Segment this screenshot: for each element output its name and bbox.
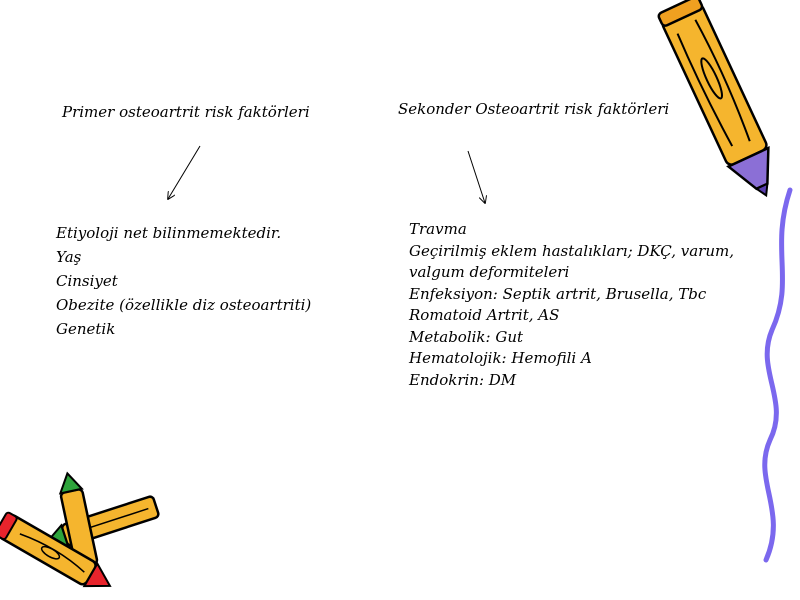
list-item: Cinsiyet	[56, 272, 118, 290]
list-item: Geçirilmiş eklem hastalıkları; DKÇ, varum, valgum deformiteleri	[409, 241, 734, 281]
list-item: Endokrin: DM	[409, 370, 517, 389]
list-item: Enfeksiyon: Septik artrit, Brusella, Tbc	[409, 284, 707, 303]
list-item: Genetik	[56, 320, 116, 338]
arrow-icon	[468, 151, 485, 203]
list-item: Obezite (özellikle diz osteoartriti)	[56, 296, 312, 314]
list-item: Etiyoloji net bilinmemektedir.	[56, 224, 282, 242]
list-item: Romatoid Artrit, AS	[409, 306, 560, 324]
list-item: Travma	[409, 220, 467, 238]
list-item: Metabolik: Gut	[409, 327, 524, 346]
pencil-clipart-icon	[657, 0, 786, 205]
arrow-icon	[168, 146, 200, 199]
primer-heading: Primer osteoartrit risk faktörleri	[62, 103, 310, 121]
pencils-clipart-icon	[0, 471, 159, 597]
squiggle-line-icon	[765, 190, 790, 560]
sekonder-heading: Sekonder Osteoartrit risk faktörleri	[398, 100, 670, 118]
list-item: Yaş	[56, 248, 82, 266]
list-item: Hematolojik: Hemofili A	[409, 349, 592, 367]
